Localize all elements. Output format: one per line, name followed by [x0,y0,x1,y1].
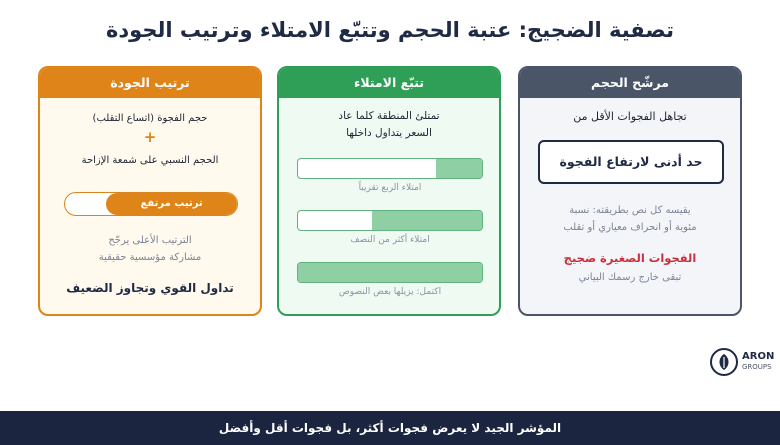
small-gaps-warning-sub: تبقى خارج رسمك البياني [578,272,682,283]
footer-banner: المؤشر الجيد لا يعرض فجوات أكثر، بل فجوات أقل وأفضل [0,411,780,445]
fill-bar-quarter-fill [436,159,482,178]
plus-sign: + [143,128,157,146]
size-filter-header: مرشّح الحجم [520,68,740,98]
quality-note-line2: مشاركة مؤسسية حقيقية [98,252,202,263]
size-filter-card [518,66,742,316]
fill-bar-quarter-caption: امتلاء الربع تقريباً [358,183,422,193]
logo-name: ARON [742,351,775,362]
fill-bar-full [297,262,483,283]
leaf-emblem-icon [710,348,738,376]
quality-rank-card [38,66,262,316]
fill-bar-half-fill [372,211,482,230]
quality-rank-header: ترتيب الجودة [40,68,260,98]
fill-tracking-card [277,66,501,316]
fill-bar-half [297,210,483,231]
fill-tracking-intro-line2: السعر يتداول داخلها [346,127,432,139]
quality-factor-relative-size: الحجم النسبي على شمعة الإزاحة [81,155,219,166]
small-gaps-warning: الفجوات الصغيرة ضجيج [563,251,697,265]
fill-bar-half-caption: امتلاء أكثر من النصف [350,235,430,245]
fill-bar-full-caption: اكتمل: يزيلها بعض النصوص [338,287,442,297]
aron-groups-logo [710,348,774,378]
size-filter-intro: تجاهل الفجوات الأقل من [573,110,687,123]
high-rank-toggle [64,192,238,216]
page-title: تصفية الضجيج: عتبة الحجم وتتبّع الامتلاء وترتيب الجودة [105,18,674,42]
fill-tracking-intro-line1: تمتلئ المنطقة كلما عاد [338,110,440,122]
min-gap-height-box: حد أدنى لارتفاع الفجوة [538,140,724,184]
fill-bar-full-fill [298,263,482,282]
size-filter-note-line2: مئوية أو انحراف معياري أو تقلب [563,222,697,233]
quality-conclusion: تداول القوي وتجاوز الضعيف [66,281,234,295]
fill-tracking-header: تتبّع الامتلاء [279,68,499,98]
quality-factor-gap-size: حجم الفجوة (اتساع التقلب) [92,113,208,124]
quality-note-line1: الترتيب الأعلى يرجّح [108,235,192,246]
size-filter-note-line1: يقيسه كل نص بطريقته: نسبة [569,205,691,216]
high-rank-toggle-fill: ترتيب مرتفع [106,193,237,215]
fill-bar-quarter [297,158,483,179]
logo-sub: GROUPS [742,363,772,371]
